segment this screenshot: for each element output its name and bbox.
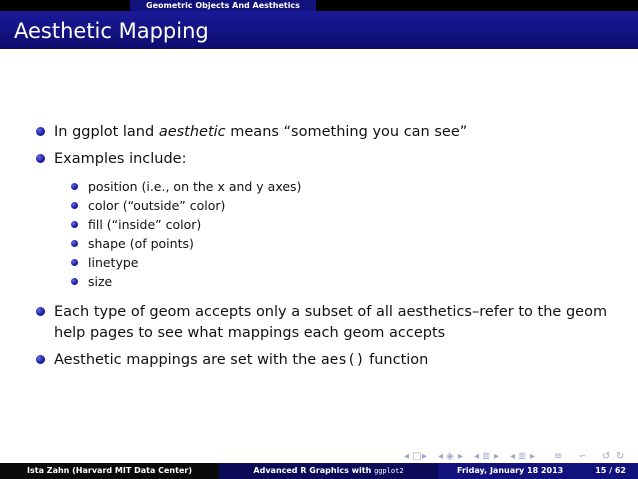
emphasized-term: aesthetic [158,124,226,140]
footline [0,463,638,479]
frame-title-bar [0,11,638,49]
sub-bullet-marker [71,259,78,266]
bullet-marker [36,355,45,364]
top-header-bar [0,0,638,11]
bullet-text: Aesthetic mappings are set with the [54,352,321,368]
nav-left-icon[interactable]: ◂ [510,451,516,462]
sub-bullet-marker [71,221,78,228]
footer-page-number: 15 / 62 [595,466,626,475]
bullet-examples: Examples include: [54,151,187,167]
bullet-text: means “something you can see” [225,124,468,140]
footer-date-page [438,463,638,479]
nav-search-icon[interactable]: ∽ [578,451,587,462]
sub-item-position: position (i.e., on the x and y axes) [88,179,302,194]
nav-section-icon[interactable]: ≣ [482,451,491,462]
sub-bullet-marker [71,240,78,247]
bullet-geom-subset-line1: Each type of geom accepts only a subset of all aesthetics–refer to the geom [54,304,608,320]
section-title-tab[interactable]: Geometric Objects And Aesthetics [130,0,316,11]
footer-author[interactable]: Ista Zahn (Harvard MIT Data Center) [0,463,219,479]
nav-right-icon[interactable]: ▸ [458,451,464,462]
bullet-aes-function [54,349,428,371]
bullet-marker [36,127,45,136]
frame-title: Aesthetic Mapping [14,19,209,43]
footer-date: Friday, January 18 2013 [457,466,564,475]
nav-left-icon[interactable]: ◂ [404,451,410,462]
bullet-text: function [364,352,429,368]
sub-bullet-marker [71,183,78,190]
sub-item-size: size [88,274,113,289]
sub-item-fill: fill (“inside” color) [88,217,202,232]
sub-bullet-marker [71,202,78,209]
bullet-aesthetic-definition [54,121,467,143]
sub-item-shape: shape (of points) [88,236,194,251]
nav-right-icon[interactable]: ▸ [422,451,428,462]
footer-title-code: ggplot2 [374,467,404,475]
footer-title-text: Advanced R Graphics with [253,466,375,475]
nav-forward-icon[interactable]: ↻ [616,451,625,462]
nav-back-icon[interactable]: ↺ [602,451,611,462]
nav-right-icon[interactable]: ▸ [494,451,500,462]
bullet-marker [36,154,45,163]
beamer-navigation-symbols [404,451,630,463]
bullet-text: In ggplot land [54,124,159,140]
nav-frame-icon[interactable]: □ [412,451,422,462]
code-aes: aes() [320,352,365,368]
nav-align-icon[interactable]: ≡ [554,451,563,462]
nav-subsection-icon[interactable]: ◈ [446,451,454,462]
nav-left-icon[interactable]: ◂ [474,451,480,462]
nav-presentation-icon[interactable]: ≣ [518,451,527,462]
sub-item-linetype: linetype [88,255,139,270]
nav-right-icon[interactable]: ▸ [530,451,536,462]
bullet-geom-subset-line2: help pages to see what mappings each geom accepts [54,325,446,341]
footer-title[interactable] [219,463,438,479]
bullet-marker [36,307,45,316]
sub-item-color: color (“outside” color) [88,198,226,213]
sub-bullet-marker [71,278,78,285]
nav-left-icon[interactable]: ◂ [438,451,444,462]
